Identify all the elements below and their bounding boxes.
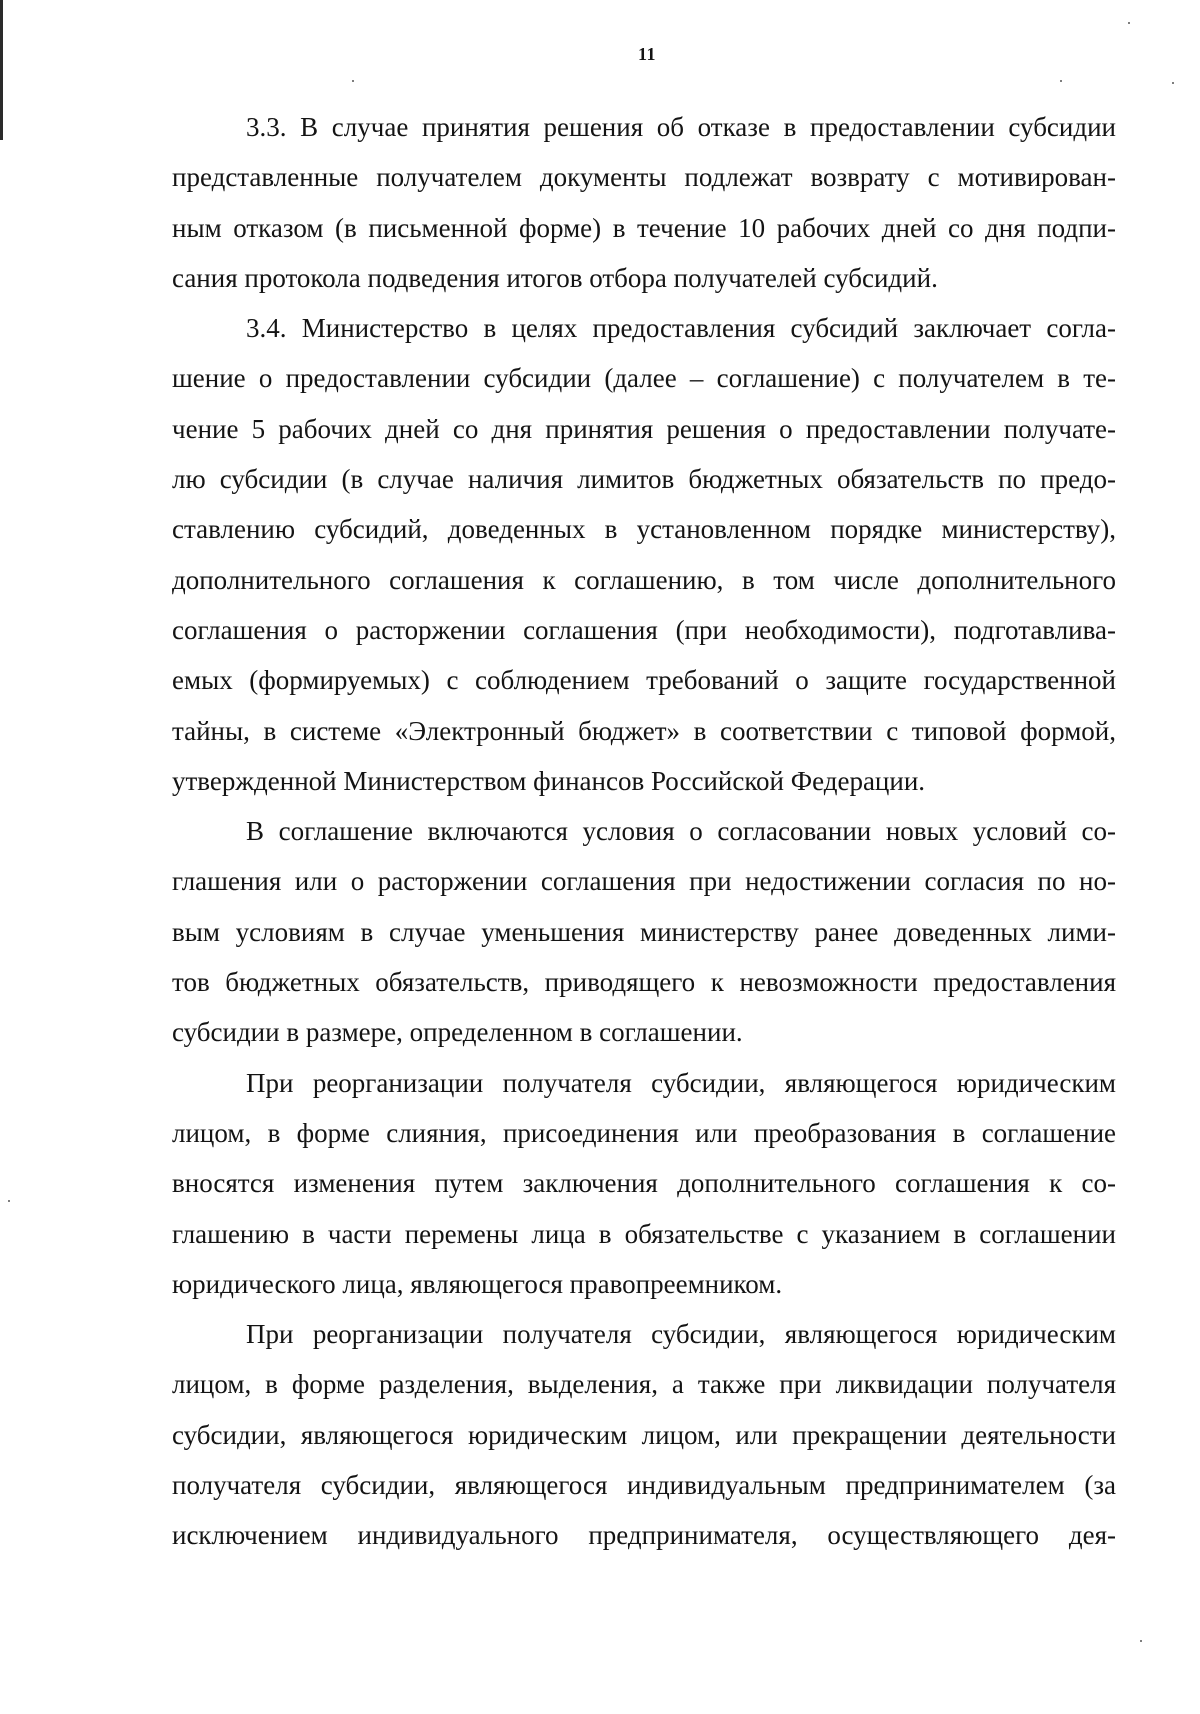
text-line: ставлению субсидий, доведенных в установленном порядке министерству), [172, 514, 1116, 545]
text-line: ным отказом (в письменной форме) в течение 10 рабочих дней со дня подпи- [172, 212, 1116, 243]
scan-speck [1140, 1640, 1142, 1642]
paragraph-3-4 [172, 303, 1116, 806]
scan-speck [1060, 80, 1062, 82]
text-line: тов бюджетных обязательств, приводящего к невозможности предоставления [172, 967, 1116, 998]
text-line: вым условиям в случае уменьшения министерству ранее доведенных лими- [172, 916, 1116, 947]
text-line: лицом, в форме разделения, выделения, а также при ликвидации получателя [172, 1369, 1116, 1400]
paragraph-reorganization-merger [172, 1058, 1116, 1309]
text-line: субсидии в размере, определенном в соглашении. [172, 1017, 743, 1048]
text-line: глашения или о расторжении соглашения при недостижении согласия по но- [172, 866, 1116, 897]
text-line: сания протокола подведения итогов отбора получателей субсидий. [172, 262, 938, 293]
scan-edge-mark [0, 0, 3, 140]
text-line: утвержденной Министерством финансов Российской Федерации. [172, 765, 926, 796]
text-line: шение о предоставлении субсидии (далее – соглашение) с получателем в те- [172, 363, 1116, 394]
text-line: При реорганизации получателя субсидии, являющегося юридическим [246, 1319, 1116, 1350]
paragraph-3-3 [172, 102, 1116, 303]
text-line: лицом, в форме слияния, присоединения или преобразования в соглашение [172, 1117, 1116, 1148]
text-line: субсидии, являющегося юридическим лицом, или прекращении деятельности [172, 1419, 1116, 1450]
text-line: емых (формируемых) с соблюдением требований о защите государственной [172, 665, 1116, 696]
scan-speck [1128, 22, 1130, 24]
text-line: лю субсидии (в случае наличия лимитов бюджетных обязательств по предо- [172, 464, 1116, 495]
text-line: представленные получателем документы подлежат возврату с мотивирован- [172, 162, 1116, 193]
text-line: чение 5 рабочих дней со дня принятия решения о предоставлении получате- [172, 413, 1116, 444]
page-number: 11 [637, 44, 656, 64]
text-line: юридического лица, являющегося правопреемником. [172, 1268, 783, 1299]
scan-speck [1172, 82, 1174, 84]
text-line: исключением индивидуального предпринимателя, осуществляющего дея- [172, 1520, 1116, 1551]
text-line: 3.4. Министерство в целях предоставления субсидий заключает согла- [246, 313, 1116, 344]
text-line: получателя субсидии, являющегося индивидуальным предпринимателем (за [172, 1470, 1116, 1501]
paragraph-agreement-conditions [172, 806, 1116, 1057]
text-line: соглашения о расторжении соглашения (при необходимости), подготавлива- [172, 614, 1116, 645]
body-text [172, 102, 1116, 1561]
scan-speck [352, 80, 354, 82]
text-line: При реорганизации получателя субсидии, являющегося юридическим [246, 1067, 1116, 1098]
paragraph-reorganization-division [172, 1309, 1116, 1560]
text-line: дополнительного соглашения к соглашению, в том числе дополнительного [172, 564, 1116, 595]
text-line: тайны, в системе «Электронный бюджет» в соответствии с типовой формой, [172, 715, 1116, 746]
text-line: вносятся изменения путем заключения дополнительного соглашения к со- [172, 1168, 1116, 1199]
scan-speck [8, 1200, 10, 1202]
text-line: глашению в части перемены лица в обязательстве с указанием в соглашении [172, 1218, 1116, 1249]
text-line: В соглашение включаются условия о согласовании новых условий со- [246, 816, 1116, 847]
text-line: 3.3. В случае принятия решения об отказе в предоставлении субсидии [246, 112, 1116, 142]
